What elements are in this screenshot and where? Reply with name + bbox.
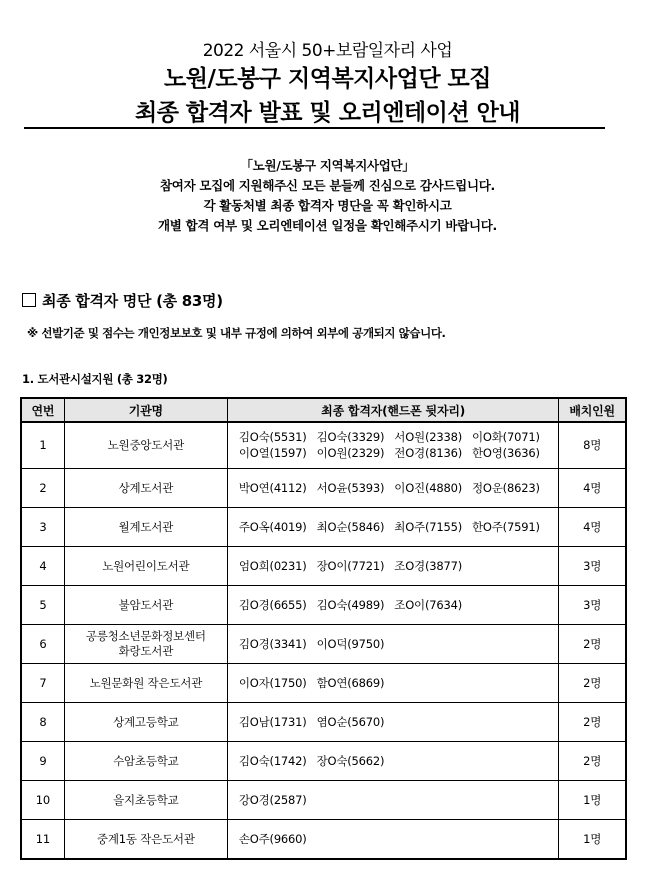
passer-name: 강O경(2587): [238, 792, 307, 807]
passer-name: 김O경(6655): [238, 597, 307, 612]
passer-name: 최O순(5846): [316, 519, 385, 534]
passer-name: 정O운(8623): [472, 480, 540, 495]
table-row: [21, 741, 626, 780]
passer-name: 주O옥(4019): [238, 519, 307, 534]
row-no: 9: [21, 741, 64, 780]
table-row: [21, 819, 626, 859]
title-underline: [24, 127, 605, 129]
passer-name: 조O경(3877): [394, 558, 463, 573]
passer-name: 이O덕(9750): [316, 636, 385, 651]
table-header-row: [21, 398, 626, 422]
passer-name: 김O숙(5531): [238, 430, 307, 445]
intro-line: 「노원/도봉구 지역복지사업단」: [240, 158, 415, 173]
table-row: [21, 624, 626, 663]
row-names: [227, 702, 558, 741]
row-org: 월계도서관: [64, 507, 227, 546]
page-title-line2: 최종 합격자 발표 및 오리엔테이션 안내: [134, 100, 521, 126]
row-count: 4명: [559, 468, 626, 507]
column-header-count: 배치인원: [559, 398, 626, 422]
final-roster-table: [20, 397, 627, 860]
row-org: 노원어린이도서관: [64, 546, 227, 585]
passer-name: 엄O희(0231): [238, 558, 307, 573]
row-org: 을지초등학교: [64, 780, 227, 819]
passer-name: 장O이(7721): [316, 558, 385, 573]
table-row: [21, 663, 626, 702]
row-names: [227, 663, 558, 702]
passer-name: 장O숙(5662): [316, 753, 385, 768]
row-names: [227, 422, 558, 468]
org-name-line1: 공릉청소년문화정보센터: [85, 628, 206, 643]
row-names: [227, 741, 558, 780]
row-names: [227, 468, 558, 507]
table-row: [21, 702, 626, 741]
row-count: 2명: [559, 663, 626, 702]
table-row: [21, 468, 626, 507]
page-title-line1: 노원/도봉구 지역복지사업단 모집: [164, 66, 491, 92]
passer-name: 이O열(1597): [238, 446, 307, 461]
passer-name: 이O자(1750): [238, 675, 307, 690]
passer-name: 이O화(7071): [472, 430, 540, 445]
passer-name: 손O주(9660): [238, 831, 307, 846]
table-row: [21, 507, 626, 546]
privacy-note: ※ 선발기준 및 점수는 개인정보보호 및 내부 규정에 의하여 외부에 공개되지 않습니다.: [27, 326, 446, 340]
passer-name: 조O이(7634): [394, 597, 463, 612]
column-header-org: 기관명: [64, 398, 227, 422]
row-org: [64, 624, 227, 663]
passer-name: 김O숙(1742): [238, 753, 307, 768]
row-org: 수암초등학교: [64, 741, 227, 780]
row-count: 1명: [559, 819, 626, 859]
row-no: 5: [21, 585, 64, 624]
row-count: 3명: [559, 546, 626, 585]
square-bullet-icon: [22, 293, 36, 307]
row-no: 4: [21, 546, 64, 585]
row-names: [227, 819, 558, 859]
row-no: 2: [21, 468, 64, 507]
passer-name: 이O진(4880): [394, 480, 463, 495]
row-no: 1: [21, 422, 64, 468]
row-count: 4명: [559, 507, 626, 546]
passer-name: 박O연(4112): [238, 480, 307, 495]
intro-line: 참여자 모집에 지원해주신 모든 분들께 진심으로 감사드립니다.: [160, 178, 495, 193]
passer-name: 김O숙(4989): [316, 597, 385, 612]
passer-name: 서O원(2338): [394, 430, 463, 445]
row-org: 상계고등학교: [64, 702, 227, 741]
row-org: 노원문화원 작은도서관: [64, 663, 227, 702]
passer-name: 김O남(1731): [238, 714, 307, 729]
passer-name: 한O영(3636): [472, 446, 540, 461]
column-header-names: 최종 합격자(핸드폰 뒷자리): [227, 398, 558, 422]
passer-name: 김O경(3341): [238, 636, 307, 651]
row-org: 상계도서관: [64, 468, 227, 507]
passer-name: 전O경(8136): [394, 446, 463, 461]
row-names: [227, 780, 558, 819]
passer-name: 김O숙(3329): [316, 430, 385, 445]
row-org: 불암도서관: [64, 585, 227, 624]
row-no: 7: [21, 663, 64, 702]
subsection-heading: 1. 도서관시설지원 (총 32명): [22, 372, 168, 386]
section-heading: [22, 290, 223, 311]
intro-line: 개별 합격 여부 및 오리엔테이션 일정을 확인해주시기 바랍니다.: [158, 218, 497, 233]
intro-message: [0, 156, 655, 236]
row-no: 10: [21, 780, 64, 819]
section-heading-text: 최종 합격자 명단 (총 83명): [42, 292, 223, 310]
passer-name: 함O연(6869): [316, 675, 385, 690]
row-count: 8명: [559, 422, 626, 468]
row-no: 6: [21, 624, 64, 663]
passer-name: 염O순(5670): [316, 714, 385, 729]
row-count: 2명: [559, 702, 626, 741]
table-row: [21, 422, 626, 468]
row-org: 노원중앙도서관: [64, 422, 227, 468]
column-header-no: 연번: [21, 398, 64, 422]
passer-name: 서O윤(5393): [316, 480, 385, 495]
row-names: [227, 546, 558, 585]
row-count: 3명: [559, 585, 626, 624]
row-names: [227, 585, 558, 624]
org-name-line2: 화랑도서관: [118, 643, 174, 658]
program-subtitle: 2022 서울시 50+보람일자리 사업: [202, 41, 453, 61]
passer-name: 한O주(7591): [472, 519, 540, 534]
row-count: 1명: [559, 780, 626, 819]
row-org: 중계1동 작은도서관: [64, 819, 227, 859]
row-count: 2명: [559, 741, 626, 780]
row-count: 2명: [559, 624, 626, 663]
table-row: [21, 546, 626, 585]
row-names: [227, 507, 558, 546]
row-no: 3: [21, 507, 64, 546]
row-names: [227, 624, 558, 663]
row-no: 8: [21, 702, 64, 741]
passer-name: 최O주(7155): [394, 519, 463, 534]
table-row: [21, 585, 626, 624]
row-no: 11: [21, 819, 64, 859]
table-row: [21, 780, 626, 819]
intro-line: 각 활동처별 최종 합격자 명단을 꼭 확인하시고: [203, 198, 452, 213]
passer-name: 이O원(2329): [316, 446, 385, 461]
